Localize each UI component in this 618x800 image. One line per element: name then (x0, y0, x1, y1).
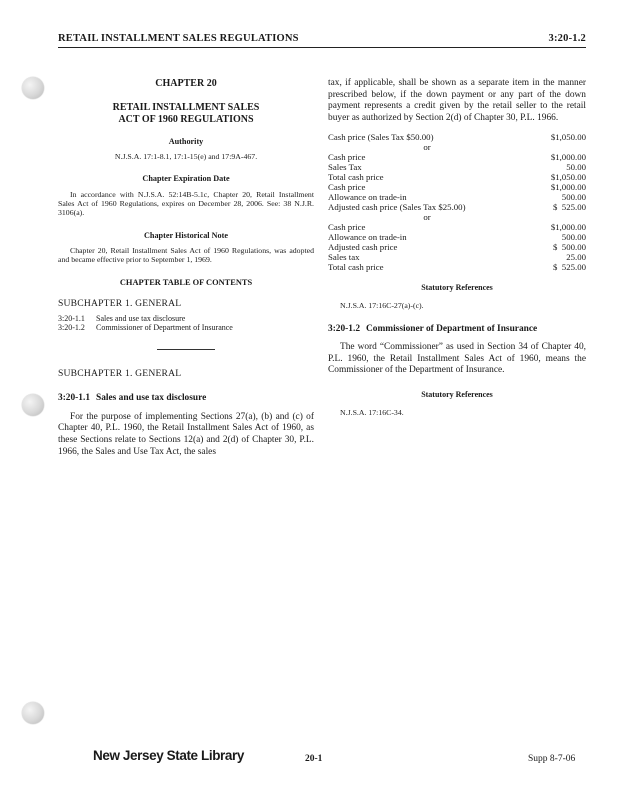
price-amount: $1,050.00 (550, 132, 586, 143)
price-label: Total cash price (328, 262, 384, 273)
toc-item-title: Sales and use tax disclosure (96, 313, 186, 323)
toc-heading: CHAPTER TABLE OF CONTENTS (119, 277, 253, 287)
price-amount: $1,000.00 (550, 152, 586, 163)
subchapter-heading: SUBCHAPTER 1. GENERAL (58, 367, 182, 379)
chapter-title-line1: RETAIL INSTALLMENT SALES (112, 101, 260, 113)
price-table-row (328, 222, 586, 232)
price-label: Adjusted cash price (328, 242, 398, 253)
price-table-row (328, 172, 586, 182)
price-table-or: or (423, 212, 431, 223)
price-amount: $1,000.00 (550, 182, 586, 193)
statutory-references-heading: Statutory References (421, 389, 493, 399)
page-number: 20-1 (305, 754, 323, 764)
header-rule (58, 47, 586, 48)
history-heading: Chapter Historical Note (144, 230, 228, 240)
price-table-row (328, 212, 586, 222)
statutory-references-text: N.J.S.A. 17:16C-27(a)-(c). (340, 300, 424, 310)
price-table-row (328, 162, 586, 172)
section-divider (157, 349, 215, 350)
left-column (58, 78, 314, 458)
chapter-title (58, 102, 314, 126)
price-label: Adjusted cash price (Sales Tax $25.00) (328, 202, 466, 213)
statutory-references-text: N.J.S.A. 17:16C-34. (340, 407, 404, 417)
toc-subchapter: SUBCHAPTER 1. GENERAL (58, 298, 182, 310)
section-title: Commissioner of Department of Insurance (366, 323, 538, 334)
header-section-number: 3:20-1.2 (548, 33, 586, 44)
section-number: 3:20-1.1 (58, 393, 91, 404)
price-amount: $1,000.00 (550, 222, 586, 233)
price-label: Allowance on trade-in (328, 192, 407, 203)
chapter-number: CHAPTER 20 (155, 78, 217, 89)
price-label: Total cash price (328, 172, 384, 183)
price-amount: 500.00 (561, 232, 586, 243)
section-paragraph: The word “Commissioner” as used in Section 34 of Chapter 40, P.L. 1960, the Retail Installment Sales Act of 1960, means the Commissioner of the Department of Insurance. (328, 342, 586, 376)
price-label: Allowance on trade-in (328, 232, 407, 243)
history-text: Chapter 20, Retail Installment Sales Act of 1960 Regulations, was adopted and became effective prior to September 1, 1969. (58, 246, 314, 265)
toc-item-number: 3:20-1.1 (58, 313, 85, 323)
price-table-row (328, 252, 586, 262)
toc-item-number: 3:20-1.2 (58, 323, 85, 333)
punch-hole-middle (22, 394, 44, 416)
price-amount: 500.00 (561, 192, 586, 203)
price-table-row (328, 202, 586, 212)
price-table-row (328, 182, 586, 192)
price-table-row (328, 142, 586, 152)
authority-heading: Authority (168, 136, 204, 146)
price-label: Cash price (Sales Tax $50.00) (328, 132, 434, 143)
price-label: Cash price (328, 222, 366, 233)
section-paragraph-continued: tax, if applicable, shall be shown as a separate item in the manner prescribed below, if the down payment or any part of the down payment represents a credit given by the retail seller to the retail buyer as authorized by Section 2(d) of Chapter 30, P.L. 1966. (328, 78, 586, 123)
punch-hole-bottom (22, 702, 44, 724)
statutory-references-heading: Statutory References (421, 283, 493, 293)
section-paragraph: For the purpose of implementing Sections 27(a), (b) and (c) of Chapter 40, P.L. 1960, the Retail Installment Sales Act of 1960, as these Sections relate to Sections 12(a) and 2(d) of Chapter 30, P.L. 1966, the Sales and Use Tax Act, the sales (58, 411, 314, 457)
toc-item (58, 323, 314, 332)
authority-text: N.J.S.A. 17:1-8.1, 17:1-15(e) and 17:9A-467. (114, 152, 258, 162)
price-amount: $ 525.00 (553, 202, 586, 213)
toc-item-title: Commissioner of Department of Insurance (96, 323, 233, 333)
price-amount: $ 525.00 (553, 262, 586, 273)
price-table-row (328, 242, 586, 252)
cash-price-table (328, 132, 586, 272)
header-title: RETAIL INSTALLMENT SALES REGULATIONS (58, 33, 299, 44)
price-amount: 25.00 (566, 252, 586, 263)
section-title: Sales and use tax disclosure (96, 393, 207, 404)
price-table-or: or (423, 142, 431, 153)
price-amount: $ 500.00 (553, 242, 586, 253)
chapter-title-line2: ACT OF 1960 REGULATIONS (118, 113, 254, 125)
price-label: Sales Tax (328, 162, 362, 173)
price-amount: 50.00 (566, 162, 586, 173)
expiration-text: In accordance with N.J.S.A. 52:14B-5.1c, Chapter 20, Retail Installment Sales Act of 1960 Regulations, expires on December 28, 2006. See: 38 N.J.R. 3106(a). (58, 189, 314, 218)
expiration-heading: Chapter Expiration Date (142, 174, 230, 184)
library-stamp: New Jersey State Library (93, 748, 244, 763)
price-table-row (328, 232, 586, 242)
supplement-date: Supp 8-7-06 (528, 754, 576, 764)
punch-hole-top (22, 77, 44, 99)
section-heading (328, 324, 586, 336)
price-table-row (328, 132, 586, 142)
price-label: Cash price (328, 152, 366, 163)
price-label: Sales tax (328, 252, 360, 263)
price-table-row (328, 192, 586, 202)
section-heading (58, 393, 314, 405)
price-table-row (328, 262, 586, 272)
right-column (328, 78, 586, 418)
running-header (58, 33, 586, 44)
price-table-row (328, 152, 586, 162)
section-number: 3:20-1.2 (328, 323, 361, 334)
price-amount: $1,050.00 (550, 172, 586, 183)
toc-item (58, 314, 314, 323)
price-label: Cash price (328, 182, 366, 193)
